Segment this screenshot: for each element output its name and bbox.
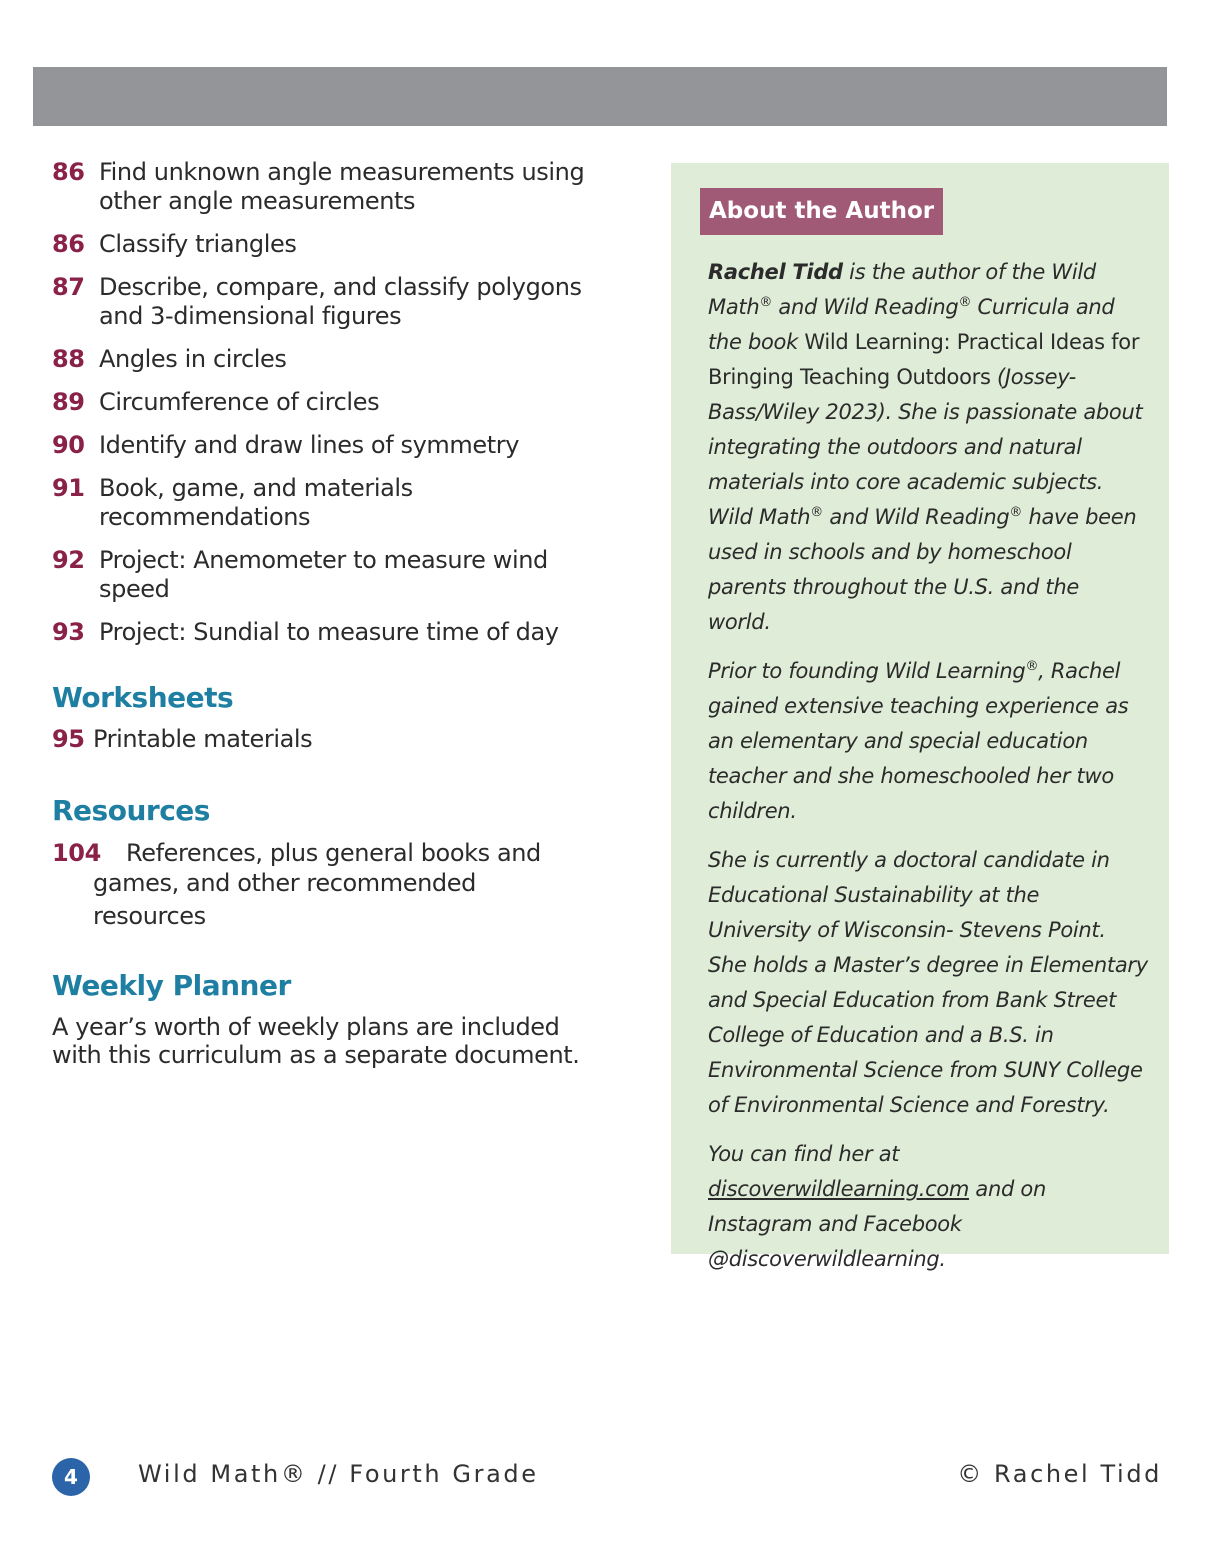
toc-entry-title: Project: Anemometer to measure wind speed bbox=[99, 546, 548, 603]
author-name: Rachel Tidd bbox=[708, 260, 843, 284]
toc-entry bbox=[52, 230, 592, 259]
footer-title: Wild Math® // Fourth Grade bbox=[138, 1460, 539, 1488]
bio-text: , Rachel gained extensive teaching experience as an elementary and special education teacher and she homeschooled her two children. bbox=[708, 659, 1129, 823]
registered-mark: ® bbox=[759, 295, 773, 310]
bio-text: Prior to founding Wild Learning bbox=[708, 659, 1026, 683]
page-number-badge: 4 bbox=[52, 1458, 90, 1496]
toc-page-number: 92 bbox=[52, 546, 85, 574]
toc-entry bbox=[52, 388, 592, 417]
bio-text: and Wild Reading bbox=[822, 505, 1010, 529]
weekly-planner-text: A year’s worth of weekly plans are included with this curriculum as a separate document. bbox=[52, 1013, 580, 1069]
toc-page-number: 86 bbox=[52, 230, 85, 258]
footer-copyright: © Rachel Tidd bbox=[957, 1460, 1162, 1488]
toc-page-number: 88 bbox=[52, 345, 85, 373]
toc-entry-title-continued: games, and other recommended bbox=[93, 869, 476, 897]
book-title: Wild Learning: Practical Ideas for Bringing Teaching Outdoors bbox=[708, 330, 1140, 389]
toc-entry bbox=[52, 158, 592, 216]
author-bio-paragraph bbox=[708, 1137, 1148, 1277]
bio-text: have been used in schools and by homeschool parents throughout the U.S. and the world. bbox=[708, 505, 1137, 634]
toc-entry-title: References, plus general books and bbox=[126, 839, 541, 867]
toc-entry bbox=[52, 431, 592, 460]
table-of-contents bbox=[52, 158, 592, 1069]
registered-mark: ® bbox=[1009, 505, 1023, 520]
author-bio-paragraph bbox=[708, 654, 1148, 829]
registered-mark: ® bbox=[958, 295, 972, 310]
toc-entry-title: Circumference of circles bbox=[99, 388, 380, 416]
toc-page-number: 104 bbox=[52, 839, 101, 867]
toc-entry bbox=[52, 546, 592, 604]
toc-entry bbox=[52, 725, 592, 754]
toc-entry-title-continued: resources bbox=[93, 902, 206, 930]
author-bio-paragraph bbox=[708, 255, 1148, 640]
toc-entry bbox=[52, 618, 592, 647]
registered-mark: ® bbox=[810, 505, 823, 520]
about-author-title: About the Author bbox=[700, 188, 943, 235]
toc-page-number: 86 bbox=[52, 158, 85, 186]
about-author-box bbox=[671, 163, 1169, 1271]
toc-entry-title: Describe, compare, and classify polygons and 3-dimensional figures bbox=[99, 273, 582, 330]
toc-page-number: 89 bbox=[52, 388, 85, 416]
bio-text: is the author of the Wild Math bbox=[708, 260, 1096, 319]
header-bar bbox=[33, 67, 1167, 126]
worksheets-heading: Worksheets bbox=[52, 681, 234, 714]
toc-page-number: 93 bbox=[52, 618, 85, 646]
toc-page-number: 90 bbox=[52, 431, 85, 459]
resources-heading: Resources bbox=[52, 794, 210, 827]
bio-text: Curricula and the book bbox=[708, 295, 1115, 354]
weekly-planner-heading: Weekly Planner bbox=[52, 969, 291, 1002]
toc-entry-title: Printable materials bbox=[93, 725, 313, 753]
bio-text: (Jossey-Bass/Wiley 2023). She is passionate about integrating the outdoors and natural materials into core academic subjects. Wild Math bbox=[708, 365, 1143, 529]
bio-text: and Wild Reading bbox=[772, 295, 959, 319]
toc-entry-title: Project: Sundial to measure time of day bbox=[99, 618, 559, 646]
bio-text: You can find her at bbox=[708, 1142, 900, 1166]
toc-entry-title: Find unknown angle measurements using other angle measurements bbox=[99, 158, 585, 215]
toc-entry bbox=[52, 273, 592, 331]
toc-entry bbox=[52, 345, 592, 374]
toc-page-number: 91 bbox=[52, 474, 85, 502]
toc-page-number: 95 bbox=[52, 725, 85, 753]
website-link[interactable]: discoverwildlearning.com bbox=[708, 1177, 970, 1201]
toc-entry-title: Book, game, and materials recommendations bbox=[99, 474, 413, 531]
toc-page-number: 87 bbox=[52, 273, 85, 301]
registered-mark: ® bbox=[1025, 659, 1039, 674]
about-author-body bbox=[708, 255, 1148, 1291]
author-bio-paragraph: She is currently a doctoral candidate in Educational Sustainability at the University of Wisconsin- Stevens Point. She holds a Master’s degree in Elementary and Special Education from Bank Street College of Education and a B.S. in Environmental Science from SUNY College of Environmental Science and Forestry. bbox=[708, 848, 1148, 1117]
toc-entry-title: Classify triangles bbox=[99, 230, 297, 258]
toc-entry-title: Identify and draw lines of symmetry bbox=[99, 431, 519, 459]
toc-entry-title: Angles in circles bbox=[99, 345, 287, 373]
toc-entry bbox=[52, 474, 592, 532]
bio-text: and on Instagram and Facebook @discoverwildlearning. bbox=[708, 1177, 1046, 1271]
toc-entry bbox=[52, 838, 592, 931]
page-footer bbox=[0, 1456, 1212, 1496]
